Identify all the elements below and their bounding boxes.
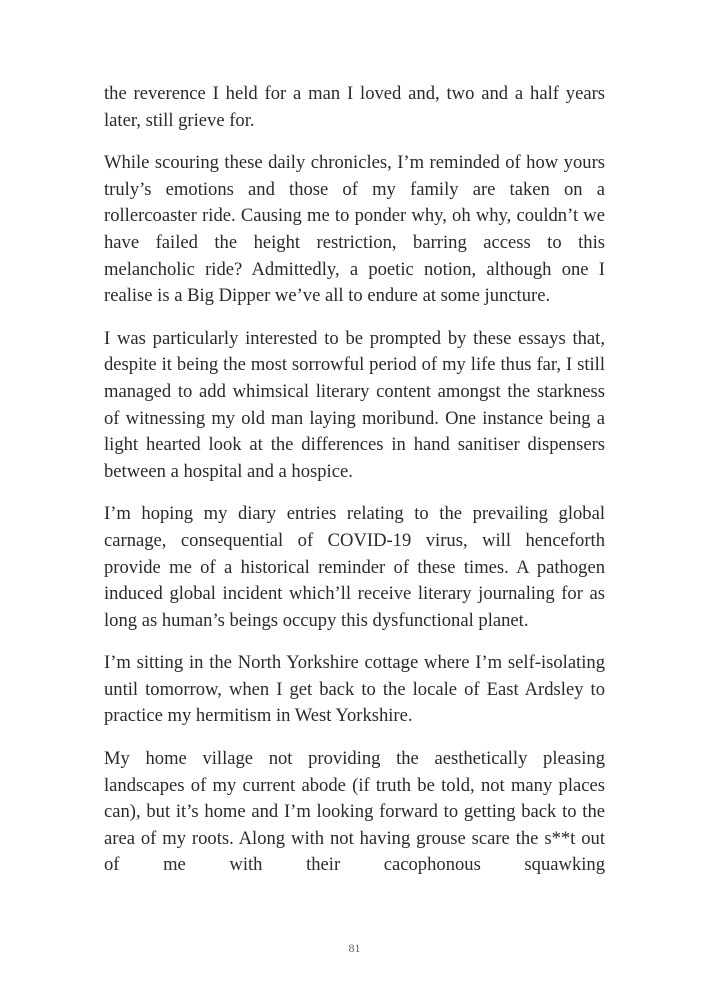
page-body <box>104 81 605 879</box>
paragraph-1: the reverence I held for a man I loved and, two and a half years later, still grieve for. <box>104 83 605 131</box>
paragraph-4: I’m hoping my diary entries relating to the prevailing global carnage, consequential of COVID-19 virus, will henceforth provide me of a historical reminder of these times. A pathogen induced global incident which’ll receive literary journaling for as long as human’s beings occupy this dysfunctional planet. <box>104 503 605 631</box>
paragraph-5: I’m sitting in the North Yorkshire cottage where I’m self-isolating until tomorrow, when I get back to the locale of East Ardsley to practice my hermitism in West Yorkshire. <box>104 652 605 727</box>
paragraph-3: I was particularly interested to be prompted by these essays that, despite it being the most sorrowful period of my life thus far, I still managed to add whimsical literary content amongst the starkness of witnessing my old man laying moribund. One instance being a light hearted look at the differences in hand sanitiser dispensers between a hospital and a hospice. <box>104 327 605 482</box>
paragraph-2: While scouring these daily chronicles, I’m reminded of how yours truly’s emotions and those of my family are taken on a rollercoaster ride. Causing me to ponder why, oh why, couldn’t we have failed the height restriction, barring access to this melancholic ride? Admittedly, a poetic notion, although one I realise is a Big Dipper we’ve all to endure at some juncture. <box>104 152 605 307</box>
page-number: 81 <box>348 941 361 955</box>
paragraph-6: My home village not providing the aesthetically pleasing landscapes of my current abode (if truth be told, not many places can), but it’s home and I’m looking forward to getting back to the area of my roots. Along with not having grouse scare the s**t out of me with their cacophonous squawking <box>104 748 605 876</box>
